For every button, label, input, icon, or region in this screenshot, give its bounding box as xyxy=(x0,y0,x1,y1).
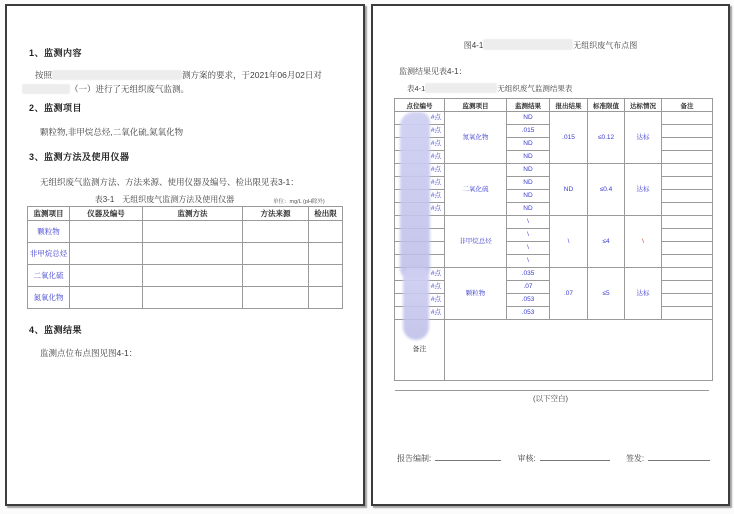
col-header: 监测项目 xyxy=(28,207,70,221)
signature-line xyxy=(648,451,710,461)
point-id-cell: #点 xyxy=(395,268,445,281)
remark-cell xyxy=(662,268,713,281)
remark-cell xyxy=(662,177,713,190)
limit-cell: ≤4 xyxy=(588,216,625,268)
point-id-cell: #点 xyxy=(395,177,445,190)
reported-cell: .07 xyxy=(550,268,588,320)
remark-cell xyxy=(662,255,713,268)
empty-cell xyxy=(309,221,343,243)
result-cell: .07 xyxy=(507,281,550,294)
limit-cell: ≤0.12 xyxy=(588,112,625,164)
point-id-cell: #点 xyxy=(395,125,445,138)
col-header: 监测方法 xyxy=(143,207,243,221)
col-header: 报出结果 xyxy=(550,99,588,112)
reported-cell: ND xyxy=(550,164,588,216)
col-header: 标准限值 xyxy=(588,99,625,112)
section-4-body: 监测点位布点图见图4-1： xyxy=(40,348,138,358)
empty-cell xyxy=(70,265,143,287)
remark-cell xyxy=(662,294,713,307)
result-cell: ND xyxy=(507,151,550,164)
table-row xyxy=(395,112,713,125)
section-1-paragraph-line1 xyxy=(35,69,322,81)
table-row xyxy=(395,216,713,229)
result-cell: ND xyxy=(507,164,550,177)
point-id-cell: #点 xyxy=(395,203,445,216)
remark-cell xyxy=(662,281,713,294)
item-cell: 氮氧化物 xyxy=(445,112,507,164)
status-cell: 达标 xyxy=(625,112,662,164)
empty-cell xyxy=(143,265,243,287)
table4-caption-text: 无组织废气监测结果表 xyxy=(497,84,573,93)
limit-cell: ≤0.4 xyxy=(588,164,625,216)
item-cell: 非甲烷总烃 xyxy=(28,243,70,265)
empty-cell xyxy=(243,243,309,265)
empty-cell xyxy=(309,243,343,265)
point-id-cell: #点 xyxy=(395,151,445,164)
table-row xyxy=(28,265,343,287)
remark-label-cell: 备注 xyxy=(395,320,445,381)
item-cell: 颗粒物 xyxy=(445,268,507,320)
redaction-box xyxy=(425,83,497,93)
empty-cell xyxy=(70,221,143,243)
result-cell: .035 xyxy=(507,268,550,281)
result-cell: .053 xyxy=(507,307,550,320)
item-cell: 非甲烷总烃 xyxy=(445,216,507,268)
redaction-blob xyxy=(403,268,429,340)
para-text: 测方案的要求，于2021年06月02日对 xyxy=(182,70,322,80)
col-header: 备注 xyxy=(662,99,713,112)
col-header: 监测项目 xyxy=(445,99,507,112)
redaction-box xyxy=(22,84,70,94)
table3-unit-note: 单位：mg/L (pH除外) xyxy=(273,199,325,205)
remark-cell xyxy=(662,112,713,125)
point-id-cell: #点 xyxy=(395,138,445,151)
point-id-cell: #点 xyxy=(395,164,445,177)
result-cell: ND xyxy=(507,112,550,125)
results-table xyxy=(394,98,713,381)
table-row xyxy=(395,164,713,177)
empty-cell xyxy=(143,287,243,309)
result-cell: ND xyxy=(507,190,550,203)
figure-caption xyxy=(373,39,728,51)
empty-cell xyxy=(143,243,243,265)
page-left xyxy=(5,4,365,506)
table4-caption xyxy=(407,83,572,94)
status-cell: 达标 xyxy=(625,268,662,320)
col-header: 点位编号 xyxy=(395,99,445,112)
divider-line xyxy=(395,390,709,391)
section-4-title: 4、监测结果 xyxy=(29,325,83,335)
para-text: （一）进行了无组织废气监测。 xyxy=(70,84,190,94)
remark-content-cell xyxy=(445,320,713,381)
remark-cell xyxy=(662,229,713,242)
item-cell: 颗粒物 xyxy=(28,221,70,243)
table-row xyxy=(28,287,343,309)
signature-line xyxy=(540,451,610,461)
result-cell: ND xyxy=(507,203,550,216)
issued-by-label: 签发: xyxy=(625,454,645,463)
redaction-box xyxy=(483,39,573,50)
table-header-row xyxy=(28,207,343,221)
reported-cell: .015 xyxy=(550,112,588,164)
col-header: 达标情况 xyxy=(625,99,662,112)
empty-cell xyxy=(143,221,243,243)
result-cell: ND xyxy=(507,177,550,190)
figure-caption-text: 无组织废气布点图 xyxy=(573,41,638,50)
redaction-blob xyxy=(400,112,430,277)
col-header: 检出限 xyxy=(309,207,343,221)
redaction-box xyxy=(52,70,182,80)
result-cell: .015 xyxy=(507,125,550,138)
item-cell: 氮氧化物 xyxy=(28,287,70,309)
item-cell: 二氧化硫 xyxy=(445,164,507,216)
item-cell: 二氧化硫 xyxy=(28,265,70,287)
col-header: 仪器及编号 xyxy=(70,207,143,221)
result-cell: ND xyxy=(507,138,550,151)
result-cell: \ xyxy=(507,242,550,255)
empty-cell xyxy=(70,287,143,309)
remark-cell xyxy=(662,125,713,138)
section-3-title: 3、监测方法及使用仪器 xyxy=(29,152,130,162)
empty-cell xyxy=(309,287,343,309)
table-row xyxy=(28,243,343,265)
status-cell: 达标 xyxy=(625,164,662,216)
signature-line xyxy=(435,451,501,461)
remark-cell xyxy=(662,203,713,216)
figure-caption-number: 图4-1 xyxy=(463,41,484,50)
result-cell: .053 xyxy=(507,294,550,307)
table4-caption-number: 表4-1 xyxy=(407,84,426,93)
remark-section-row xyxy=(395,320,713,381)
point-id-cell: #点 xyxy=(395,281,445,294)
table-row xyxy=(395,268,713,281)
point-id-cell: #点 xyxy=(395,307,445,320)
point-id-cell: #点 xyxy=(395,190,445,203)
remark-cell xyxy=(662,151,713,164)
methods-table xyxy=(27,206,343,309)
remark-cell xyxy=(662,138,713,151)
remark-cell xyxy=(662,164,713,177)
reviewed-by-label: 审核: xyxy=(517,454,536,463)
empty-cell xyxy=(243,287,309,309)
empty-cell xyxy=(243,265,309,287)
remark-cell xyxy=(662,242,713,255)
result-cell: \ xyxy=(507,216,550,229)
table-header-row xyxy=(395,99,713,112)
point-id-cell: #点 xyxy=(395,294,445,307)
result-cell: \ xyxy=(507,255,550,268)
remark-cell xyxy=(662,307,713,320)
section-1-title: 1、监测内容 xyxy=(29,48,83,58)
section-1-paragraph-line2 xyxy=(22,83,189,95)
result-cell: \ xyxy=(507,229,550,242)
signature-row xyxy=(397,451,710,464)
table-row xyxy=(28,221,343,243)
section-2-title: 2、监测项目 xyxy=(29,103,83,113)
blank-below-note: (以下空白) xyxy=(533,394,568,403)
empty-cell xyxy=(70,243,143,265)
col-header: 监测结果 xyxy=(507,99,550,112)
limit-cell: ≤5 xyxy=(588,268,625,320)
reported-cell: \ xyxy=(550,216,588,268)
remark-cell xyxy=(662,190,713,203)
status-cell: \ xyxy=(625,216,662,268)
col-header: 方法来源 xyxy=(243,207,309,221)
results-intro: 监测结果见表4-1： xyxy=(399,67,467,76)
section-2-body: 颗粒物,非甲烷总烃,二氧化硫,氮氧化物 xyxy=(40,127,184,137)
section-3-body: 无组织废气监测方法、方法来源、使用仪器及编号、检出限见表3-1： xyxy=(40,177,299,187)
prepared-by-label: 报告编制: xyxy=(397,454,432,463)
para-text: 按照 xyxy=(35,70,53,80)
remark-cell xyxy=(662,216,713,229)
empty-cell xyxy=(243,221,309,243)
page-right xyxy=(371,4,730,506)
empty-cell xyxy=(309,265,343,287)
table3-caption: 表3-1 无组织废气监测方法及使用仪器 xyxy=(94,195,235,204)
point-id-cell: #点 xyxy=(395,112,445,125)
